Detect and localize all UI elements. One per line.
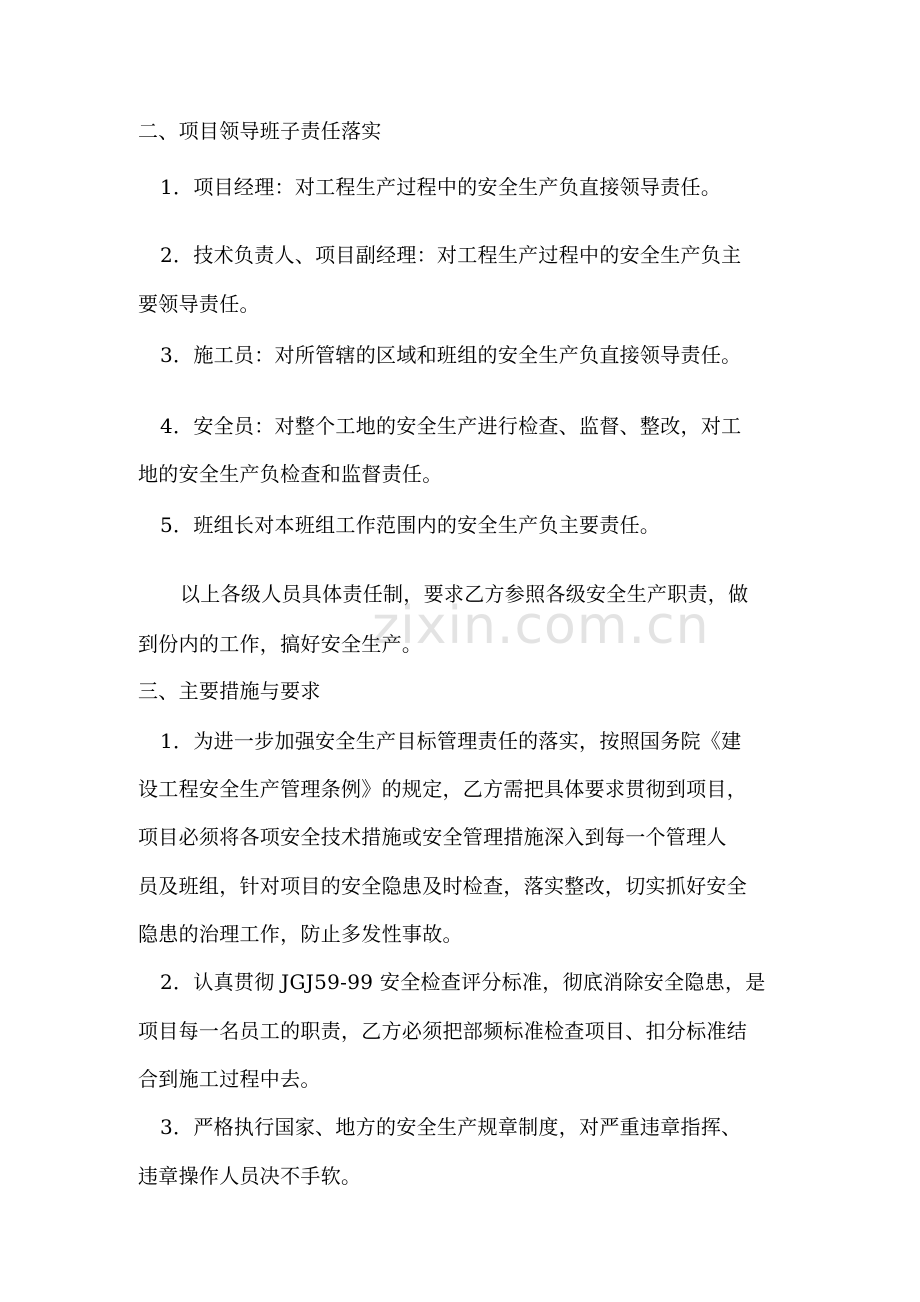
watermark: zixin.com.cn (372, 596, 710, 656)
paragraph-line: 1．项目经理：对工程生产过程中的安全生产负直接领导责任。 (160, 175, 722, 199)
paragraph-line: 违章操作人员决不手软。 (138, 1164, 362, 1188)
paragraph-line: 1．为进一步加强安全生产目标管理责任的落实，按照国务院《建 (160, 729, 742, 753)
paragraph-line: 2．技术负责人、项目副经理：对工程生产过程中的安全生产负主 (160, 243, 742, 267)
paragraph-line: 到份内的工作，搞好安全生产。 (138, 632, 423, 656)
paragraph-line: 以上各级人员具体责任制，要求乙方参照各级安全生产职责，做 (180, 582, 749, 606)
paragraph-line: 5．班组长对本班组工作范围内的安全生产负主要责任。 (160, 513, 661, 537)
paragraph-line: 隐患的治理工作，防止多发性事故。 (138, 922, 463, 946)
paragraph-line: 合到施工过程中去。 (138, 1067, 321, 1091)
paragraph-line: 地的安全生产负检查和监督责任。 (138, 462, 443, 486)
paragraph-line: 项目每一名员工的职责，乙方必须把部频标准检查项目、扣分标准结 (138, 1019, 747, 1043)
paragraph-line: 员及班组，针对项目的安全隐患及时检查，落实整改，切实抓好安全 (138, 874, 747, 898)
paragraph-line: 要领导责任。 (138, 292, 260, 316)
section-heading-leadership: 二、项目领导班子责任落实 (138, 119, 382, 143)
paragraph-line: 3．严格执行国家、地方的安全生产规章制度，对严重违章指挥、 (160, 1115, 742, 1139)
paragraph-line: 项目必须将各项安全技术措施或安全管理措施深入到每一个管理人 (138, 825, 727, 849)
paragraph-line: 设工程安全生产管理条例》的规定，乙方需把具体要求贯彻到项目， (138, 777, 747, 801)
paragraph-line: 3．施工员：对所管辖的区域和班组的安全生产负直接领导责任。 (160, 343, 742, 367)
section-heading-measures: 三、主要措施与要求 (138, 679, 321, 703)
paragraph-line: 2．认真贯彻 JGJ59-99 安全检查评分标准，彻底消除安全隐患，是 (160, 970, 766, 994)
paragraph-line: 4．安全员：对整个工地的安全生产进行检查、监督、整改，对工 (160, 414, 742, 438)
